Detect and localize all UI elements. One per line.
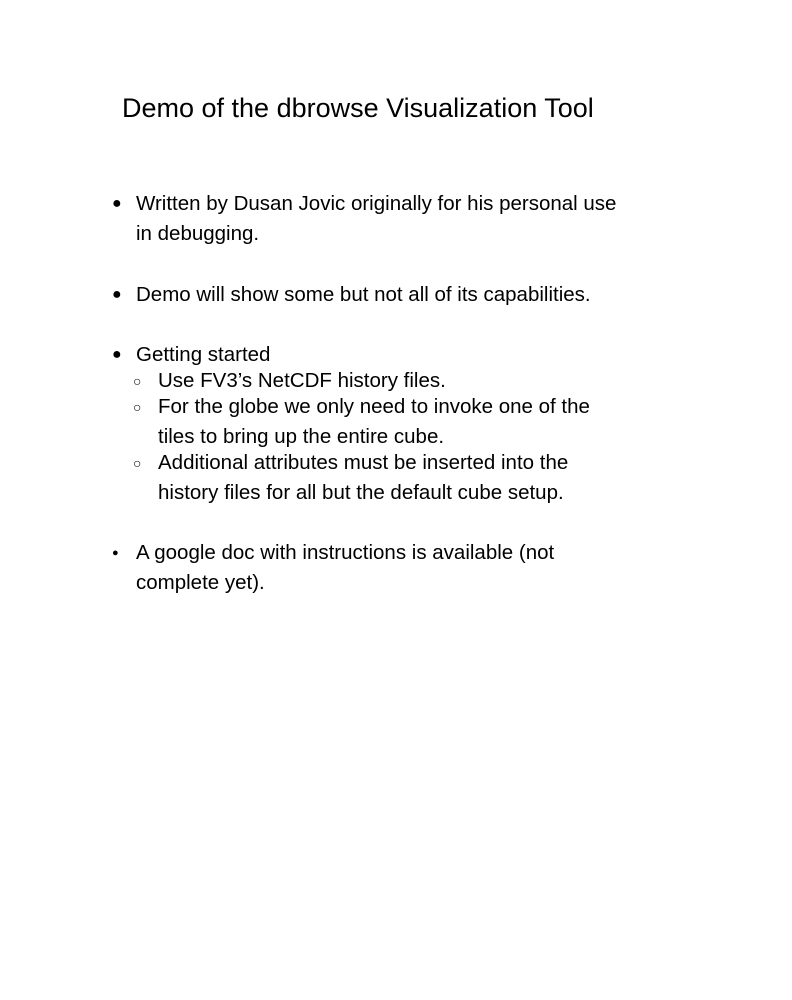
bullet-text: Getting started (136, 343, 271, 366)
sub-bullet-marker: ○ (133, 373, 142, 389)
sub-bullet-marker: ○ (133, 399, 142, 415)
bullet-item-google-doc (112, 538, 672, 598)
sub-item-attributes: ○ Additional attributes must be inserted into the history files for all but the default cube setup. (158, 448, 672, 508)
bullet-marker: ● (112, 286, 122, 303)
bullet-text: Demo will show some but not all of its capabilities. (136, 283, 591, 306)
bullet-item-demo-scope (112, 280, 672, 310)
sub-list (133, 366, 672, 508)
sub-bullet-marker: ○ (133, 455, 142, 471)
sub-item-history-files: ○ Use FV3’s NetCDF history files. (158, 366, 672, 396)
page-title: Demo of the dbrowse Visualization Tool (122, 93, 594, 123)
bullet-item-author (112, 189, 672, 249)
sub-item-globe: ○ For the globe we only need to invoke one of the tiles to bring up the entire cube. (158, 392, 672, 452)
bullet-marker: ● (112, 346, 122, 363)
bullet-marker: ● (112, 195, 122, 212)
bullet-item-getting-started (112, 340, 672, 508)
bullet-marker: ● (112, 547, 119, 559)
bullet-text: A google doc with instructions is available (not complete yet). (136, 541, 555, 594)
bullet-text: Written by Dusan Jovic originally for his personal use in debugging. (136, 192, 617, 245)
